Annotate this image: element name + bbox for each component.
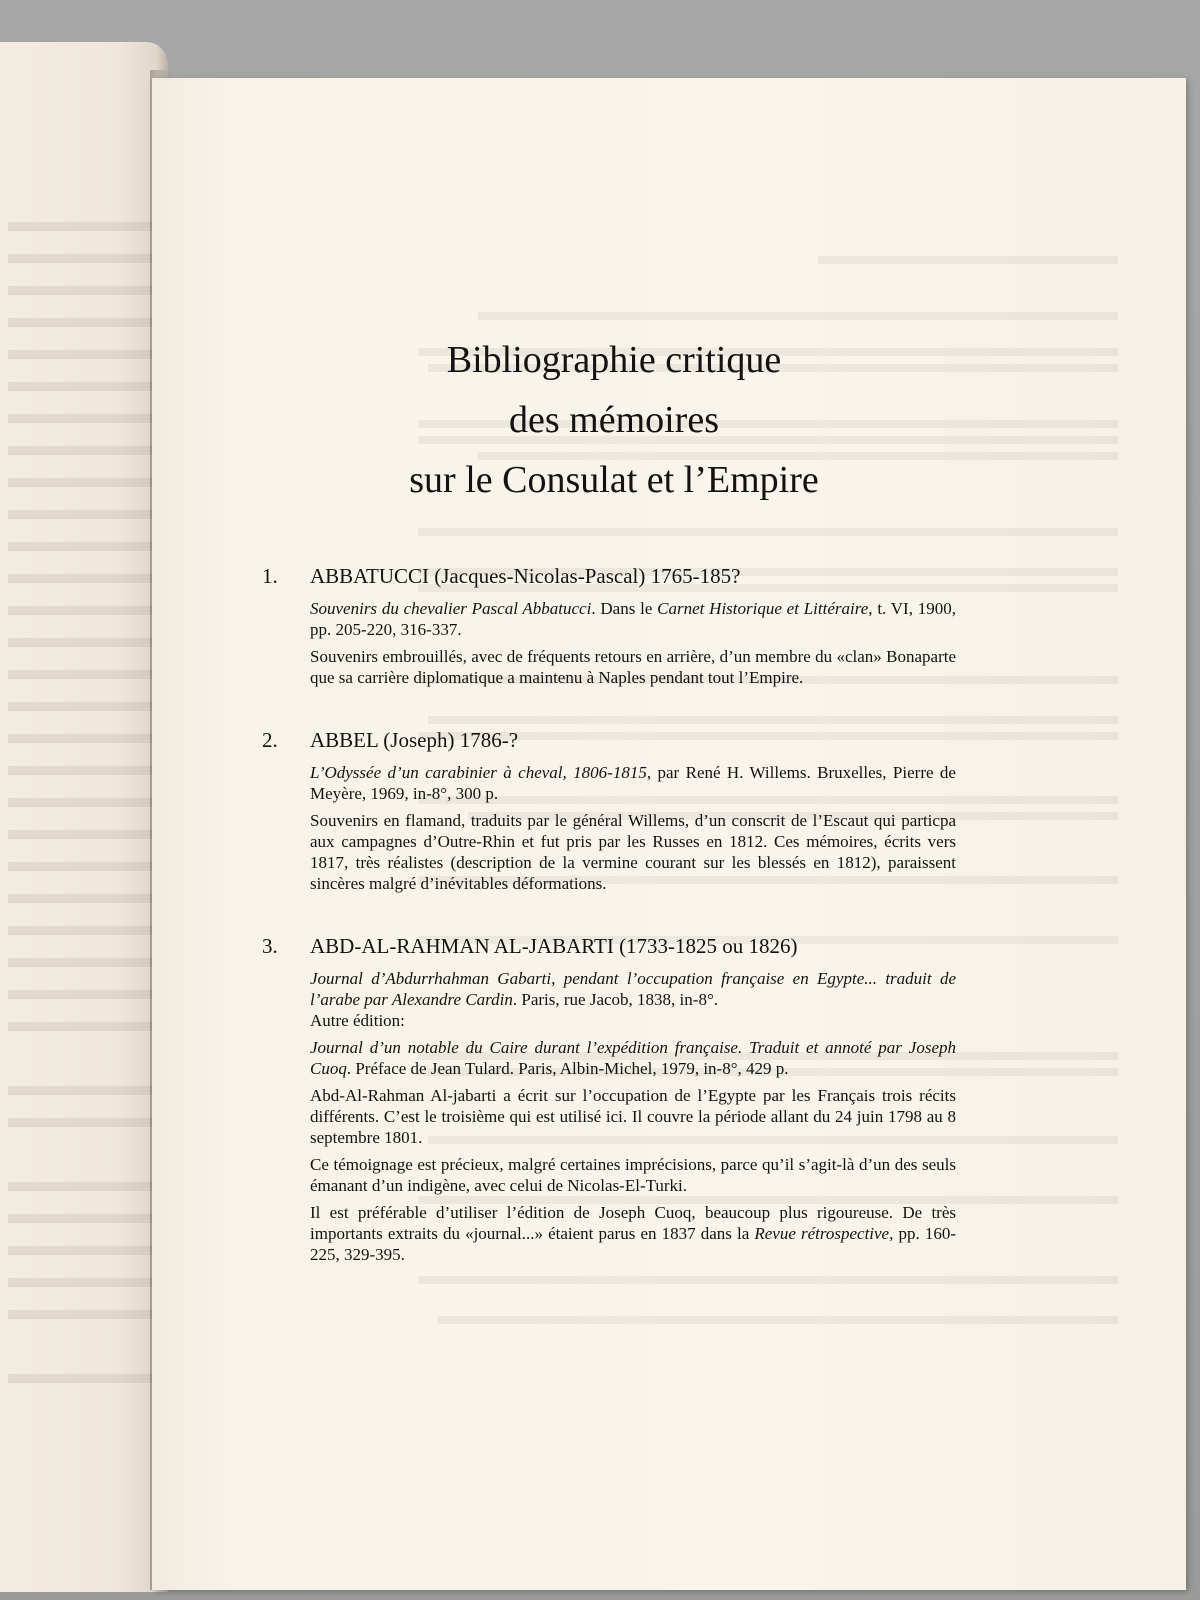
entry-paragraph [310,1085,956,1148]
entry-header [262,932,956,960]
entry-paragraph [310,1202,956,1265]
entry-paragraph [310,646,956,688]
facing-page [0,42,168,1592]
citation-title: Revue rétrospective [754,1224,890,1243]
entry-paragraph [310,810,956,894]
entry-paragraph [310,1010,956,1031]
entry-paragraph [310,598,956,640]
entry-header [262,726,956,754]
citation-title: Carnet Historique et Littéraire [657,599,869,618]
entry-text: , t. VI, 1900, pp. 205-220, 316-337. [310,599,956,639]
entry-text: Souvenirs en flamand, traduits par le général Willems, d’un conscrit de l’Escaut qui particpa aux campagnes d’Outre-Rhin et fut pris par les Russes en 1812. Ces mémoires, écrits vers 1817, très réalistes (description de la vermine courant sur les blessés en 1812), paraissent sincères malgré d’inévitables déformations. [310,811,956,893]
entry-text: Il est préférable d’utiliser l’édition de Joseph Cuoq, beaucoup plus rigoureuse. De très importants extraits du «journal...» étaient parus en 1837 dans la [310,1203,956,1243]
entry-heading: ABBEL (Joseph) 1786-? [310,728,519,752]
entry-text: . Préface de Jean Tulard. Paris, Albin-Michel, 1979, in-8°, 429 p. [346,1059,789,1078]
entry-heading: ABD-AL-RAHMAN AL-JABARTI (1733-1825 ou 1826) [310,934,798,958]
entry-body [310,968,956,1265]
entry-number: 3. [262,934,278,958]
entry-paragraph [310,968,956,1010]
entry-text: . Paris, rue Jacob, 1838, in-8°. [512,990,718,1009]
bibliography-entries [262,562,956,1265]
page-title [262,330,956,510]
entry-text: Autre édition: [310,1011,405,1030]
entry-text: Abd-Al-Rahman Al-jabarti a écrit sur l’occupation de l’Egypte par les Français trois récits différents. C’est le troisième qui est utilisé ici. Il couvre la période allant du 24 juin 1798 au 8 septembre 1801. [310,1086,956,1147]
bibliography-entry [262,932,956,1265]
title-line: sur le Consulat et l’Empire [409,459,819,501]
entry-paragraph [310,762,956,804]
citation-title: Journal d’Abdurrhahman Gabarti, pendant l’occupation française en Egypte... traduit de l’arabe par Alexandre Cardin [310,969,956,1009]
title-line: Bibliographie critique [446,339,782,381]
title-line: des mémoires [508,399,719,441]
entry-text: Ce témoignage est précieux, malgré certaines imprécisions, parce qu’il s’agit-là d’un des seuls émanant d’un indigène, avec celui de Nicolas-El-Turki. [310,1155,956,1195]
entry-header [262,562,956,590]
entry-paragraph [310,1037,956,1079]
citation-title: L’Odyssée d’un carabinier à cheval, 1806-1815 [310,763,647,782]
entry-body [310,762,956,894]
entry-heading: ABBATUCCI (Jacques-Nicolas-Pascal) 1765-185? [310,564,741,588]
bibliography-entry [262,726,956,894]
page-content [262,330,956,1303]
entry-body [310,598,956,688]
entry-number: 1. [262,564,278,588]
entry-paragraph [310,1154,956,1196]
entry-number: 2. [262,728,278,752]
entry-text: , par René H. Willems. Bruxelles, Pierre de Meyère, 1969, in-8°, 300 p. [310,763,956,803]
entry-text: Souvenirs embrouillés, avec de fréquents retours en arrière, d’un membre du «clan» Bonaparte que sa carrière diplomatique a maintenu à Naples pendant tout l’Empire. [310,647,956,687]
citation-title: Souvenirs du chevalier Pascal Abbatucci [310,599,592,618]
entry-text: , pp. 160-225, 329-395. [310,1224,956,1264]
bibliography-entry [262,562,956,688]
citation-title: Journal d’un notable du Caire durant l’expédition française. Traduit et annoté par Joseph Cuoq [310,1038,956,1078]
entry-text: . Dans le [591,599,658,618]
